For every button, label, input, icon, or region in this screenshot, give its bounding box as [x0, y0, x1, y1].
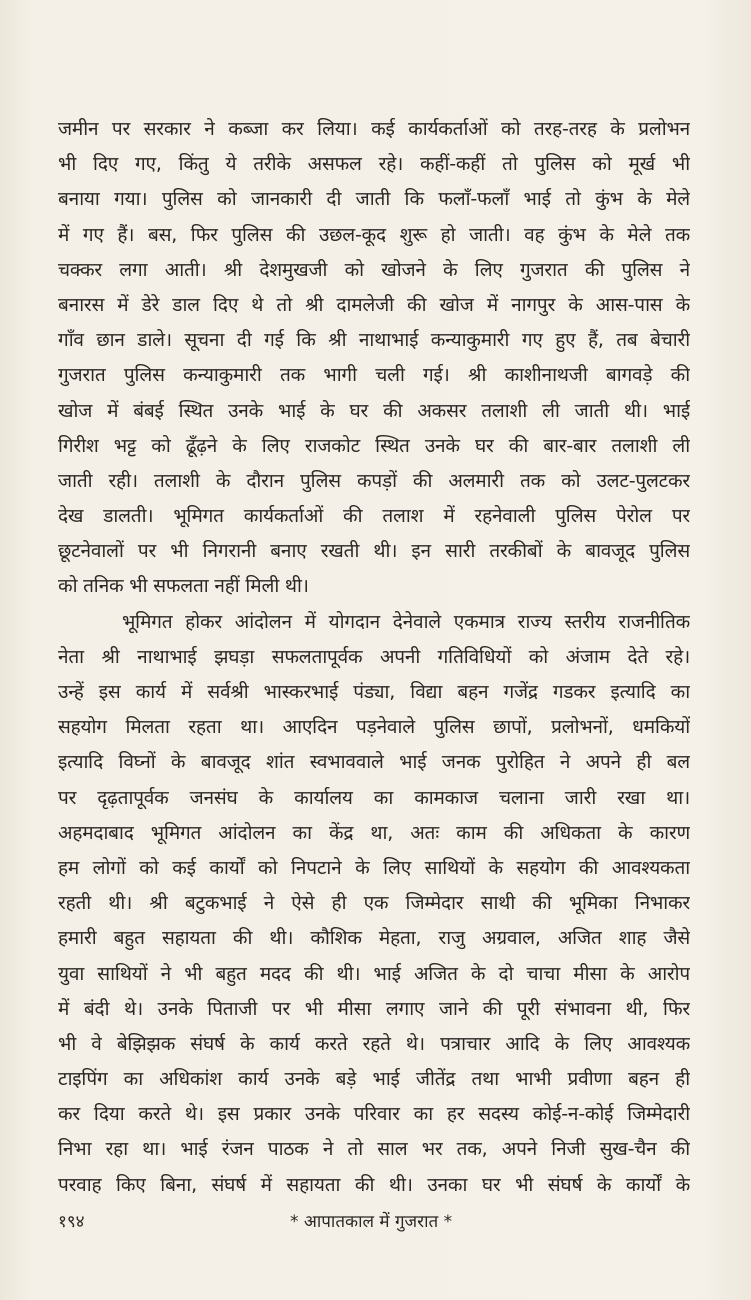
paragraph-1 [58, 112, 690, 605]
text-line: परवाह किए बिना, संघर्ष में सहायता की थी। उनका घर भी संघर्ष के कार्यों के [58, 1173, 690, 1196]
text-line: देख डालती। भूमिगत कार्यकर्ताओं की तलाश में रहनेवाली पुलिस पेरोल पर [58, 505, 690, 528]
text-line: जाती रही। तलाशी के दौरान पुलिस कपड़ों की अलमारी तक को उलट-पुलटकर [58, 469, 690, 492]
text-line: में गए हैं। बस, फिर पुलिस की उछल-कूद शुरू हो जाती। वह कुंभ के मेले तक [58, 223, 690, 246]
text-line: रहती थी। श्री बटुकभाई ने ऐसे ही एक जिम्मेदार साथी की भूमिका निभाकर [58, 892, 690, 915]
text-line: पर दृढ़तापूर्वक जनसंघ के कार्यालय का कामकाज चलाना जारी रखा था। [58, 786, 690, 809]
text-line: बनाया गया। पुलिस को जानकारी दी जाती कि फलाँ-फलाँ भाई तो कुंभ के मेले [58, 188, 690, 211]
text-line: अहमदाबाद भूमिगत आंदोलन का केंद्र था, अतः काम की अधिकता के कारण [58, 821, 690, 844]
text-line: में बंदी थे। उनके पिताजी पर भी मीसा लगाए जाने की पूरी संभावना थी, फिर [58, 997, 690, 1020]
page-number: १९४ [58, 1212, 85, 1232]
text-line: टाइपिंग का अधिकांश कार्य उनके बड़े भाई जीतेंद्र तथा भाभी प्रवीणा बहन ही [58, 1068, 690, 1091]
text-line: चक्कर लगा आती। श्री देशमुखजी को खोजने के लिए गुजरात की पुलिस ने [58, 258, 690, 281]
text-line: कर दिया करते थे। इस प्रकार उनके परिवार का हर सदस्य कोई-न-कोई जिम्मेदारी [58, 1103, 690, 1126]
text-line: गाँव छान डाले। सूचना दी गई कि श्री नाथाभाई कन्याकुमारी गए हुए हैं, तब बेचारी [58, 329, 690, 352]
text-line: हम लोगों को कई कार्यों को निपटाने के लिए साथियों के सहयोग की आवश्यकता [58, 856, 690, 879]
text-line: खोज में बंबई स्थित उनके भाई के घर की अकसर तलाशी ली जाती थी। भाई [58, 399, 690, 422]
text-line: छूटनेवालों पर भी निगरानी बनाए रखती थी। इन सारी तरकीबों के बावजूद पुलिस [58, 540, 690, 563]
running-title: * आपातकाल में गुजरात * [290, 1212, 453, 1232]
text-line: जमीन पर सरकार ने कब्जा कर लिया। कई कार्यकर्ताओं को तरह-तरह के प्रलोभन [58, 118, 690, 140]
text-line: सहयोग मिलता रहता था। आएदिन पड़नेवाले पुलिस छापों, प्रलोभनों, धमकियों [58, 716, 690, 739]
text-line: भी वे बेझिझक संघर्ष के कार्य करते रहते थे। पत्राचार आदि के लिए आवश्यक [58, 1032, 690, 1055]
text-line: हमारी बहुत सहायता की थी। कौशिक मेहता, राजु अग्रवाल, अजित शाह जैसे [58, 927, 690, 950]
text-line: भी दिए गए, किंतु ये तरीके असफल रहे। कहीं-कहीं तो पुलिस को मूर्ख भी [58, 153, 690, 176]
paragraph-2 [58, 605, 690, 1203]
text-line: युवा साथियों ने भी बहुत मदद की थी। भाई अजित के दो चाचा मीसा के आरोप [58, 962, 690, 985]
text-line: उन्हें इस कार्य में सर्वश्री भास्करभाई पंड्या, विद्या बहन गजेंद्र गडकर इत्यादि का [58, 681, 690, 703]
text-line: भूमिगत होकर आंदोलन में योगदान देनेवाले एकमात्र राज्य स्तरीय राजनीतिक [122, 610, 690, 633]
text-line: निभा रहा था। भाई रंजन पाठक ने तो साल भर तक, अपने निजी सुख-चैन की [58, 1138, 690, 1161]
text-line: गुजरात पुलिस कन्याकुमारी तक भागी चली गई। श्री काशीनाथजी बागवड़े की [58, 364, 690, 387]
page-footer [58, 1207, 690, 1237]
text-line: इत्यादि विघ्नों के बावजूद शांत स्वभाववाले भाई जनक पुरोहित ने अपने ही बल [58, 751, 690, 774]
text-line: बनारस में डेरे डाल दिए थे तो श्री दामलेजी की खोज में नागपुर के आस-पास के [58, 293, 690, 316]
body-text [58, 112, 690, 1203]
text-line: को तनिक भी सफलता नहीं मिली थी। [58, 575, 309, 598]
text-line: गिरीश भट्ट को ढूँढ़ने के लिए राजकोट स्थित उनके घर की बार-बार तलाशी ली [58, 434, 690, 457]
text-line: नेता श्री नाथाभाई झघड़ा सफलतापूर्वक अपनी गतिविधियों को अंजाम देते रहे। [58, 645, 690, 668]
